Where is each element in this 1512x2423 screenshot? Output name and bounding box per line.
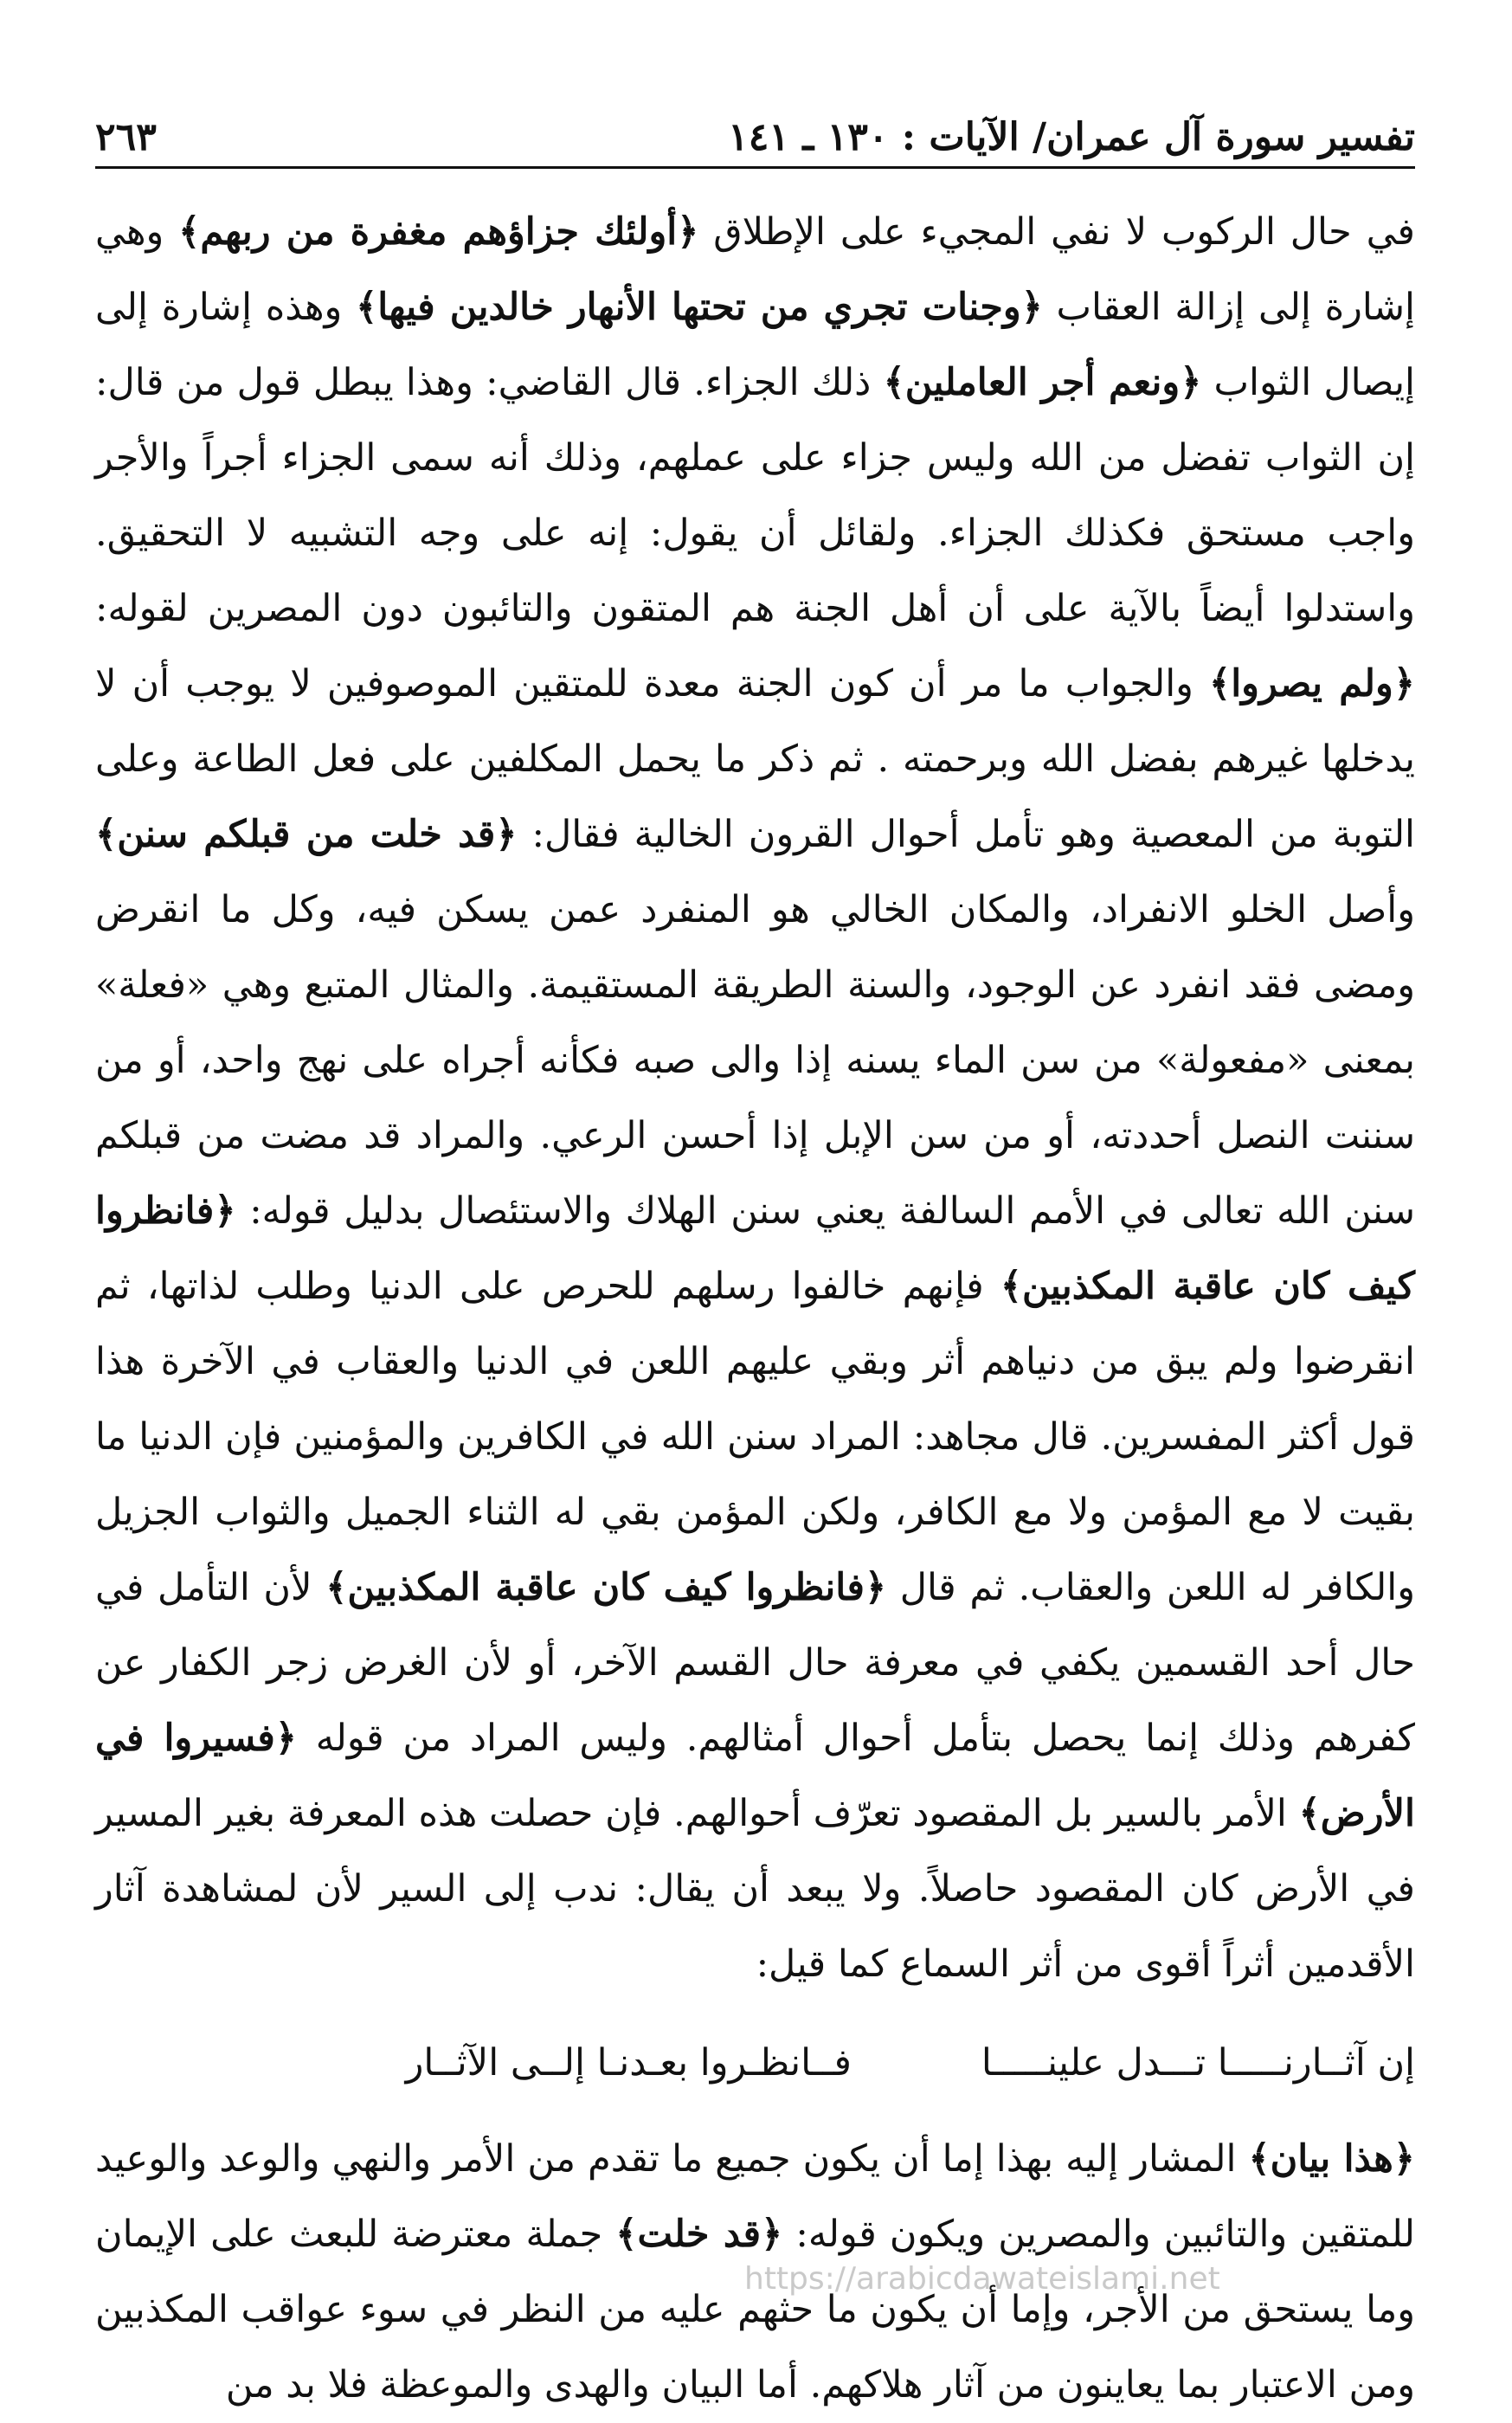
page-header bbox=[95, 80, 1415, 169]
page-number: ٢٦٣ bbox=[95, 115, 157, 159]
poetry-verse bbox=[95, 2020, 1415, 2106]
watermark-url: https://arabicdawateislami.net bbox=[744, 2261, 1220, 2297]
text-span: وهذه إشارة إلى إيصال الثواب bbox=[95, 286, 1415, 404]
text-span: فإنهم خالفوا رسلهم للحرص على الدنيا وطلب لذاتها، ثم انقرضوا ولم يبق من دنياهم أثر وبقي عليهم اللعن في الدنيا والعقاب في الآخرة هذا قول أكثر المفسرين. قال مجاهد: المراد سنن الله في الكافرين والمؤمنين فإن الدنيا ما بقيت لا مع المؤمن ولا مع الكافر، ولكن المؤمن بقي له الثناء الجميل والثواب الجزيل والكافر له اللعن والعقاب. ثم قال bbox=[95, 1265, 1415, 1609]
text-span: في حال الركوب لا نفي المجيء على الإطلاق bbox=[698, 210, 1415, 254]
text-span: جملة معترضة للبعث على الإيمان وما يستحق من الأجر، وإما أن يكون ما حثهم عليه من النظر في سوء عواقب المكذبين ومن الاعتبار بما يعاينون من آثار هلاكهم. أما البيان والهدى والموعظة فلا بد من bbox=[95, 2213, 1415, 2407]
text-span: والجواب ما مر أن كون الجنة معدة للمتقين الموصوفين لا يوجب أن لا يدخلها غيرهم بفضل الله وبرحمته . ثم ذكر ما يحمل المكلفين على فعل الطاعة وعلى التوبة من المعصية وهو تأمل أحوال القرون الخالية فقال: bbox=[95, 662, 1415, 856]
verse-hemistich-2: فــانظـروا بعـدنـا إلــى الآثــار bbox=[405, 2041, 852, 2085]
text-span: المشار إليه بهذا إما أن يكون جميع ما تقدم من الأمر والنهي والوعد والوعيد للمتقين والتائبين والمصرين ويكون قوله: bbox=[95, 2137, 1416, 2256]
text-span: وهي إشارة إلى إزالة العقاب bbox=[95, 210, 1415, 329]
quran-quote: ﴿هذا بيان﴾ bbox=[1248, 2137, 1415, 2181]
quran-quote: ﴿فانظروا كيف كان عاقبة المكذبين﴾ bbox=[95, 1189, 1415, 1308]
book-page bbox=[95, 80, 1416, 2407]
quran-quote: ﴿قد خلت﴾ bbox=[615, 2213, 783, 2256]
quran-quote: ﴿ولم يصروا﴾ bbox=[1209, 662, 1415, 706]
text-span: لأن التأمل في حال أحد القسمين يكفي في معرفة حال القسم الآخر، أو لأن الغرض زجر الكفار عن كفرهم وذلك إنما يحصل بتأمل أحوال أمثالهم. وليس المراد من قوله bbox=[95, 1566, 1415, 1760]
quran-quote: ﴿أولئك جزاؤهم مغفرة من ربهم﴾ bbox=[178, 210, 699, 254]
paragraph-1 bbox=[95, 195, 1415, 2002]
verse-hemistich-1: إن آثــارنـــــا تـــدل علينـــــا bbox=[981, 2041, 1415, 2085]
quran-quote: ﴿قد خلت من قبلكم سنن﴾ bbox=[95, 813, 518, 856]
quran-quote: ﴿فسيروا في الأرض﴾ bbox=[95, 1717, 1415, 1835]
quran-quote: ﴿وجنات تجري من تحتها الأنهار خالدين فيها﴾ bbox=[356, 286, 1043, 329]
running-title: تفسير سورة آل عمران/ الآيات : ١٣٠ ـ ١٤١ bbox=[728, 115, 1415, 159]
text-span: ذلك الجزاء. قال القاضي: وهذا يبطل قول من قال: إن الثواب تفضل من الله وليس جزاء على عملهم، وذلك أنه سمى الجزاء أجراً والأجر واجب مستحق فكذلك الجزاء. ولقائل أن يقول: إنه على وجه التشبيه لا التحقيق. واستدلوا أيضاً بالآية على أن أهل الجنة هم المتقون والتائبون دون المصرين لقوله: bbox=[95, 361, 1415, 630]
quran-quote: ﴿فانظروا كيف كان عاقبة المكذبين﴾ bbox=[325, 1566, 887, 1609]
quran-quote: ﴿ونعم أجر العاملين﴾ bbox=[883, 361, 1202, 404]
page-body bbox=[95, 195, 1415, 2423]
text-span: الأمر بالسير بل المقصود تعرّف أحوالهم. فإن حصلت هذه المعرفة بغير المسير في الأرض كان المقصود حاصلاً. ولا يبعد أن يقال: ندب إلى السير لأن لمشاهدة آثار الأقدمين أثراً أقوى من أثر السماع كما قيل: bbox=[95, 1792, 1415, 1986]
text-span: وأصل الخلو الانفراد، والمكان الخالي هو المنفرد عمن يسكن فيه، وكل ما انقرض ومضى فقد انفرد عن الوجود، والسنة الطريقة المستقيمة. والمثال المتبع وهي «فعلة» بمعنى «مفعولة» من سن الماء يسنه إذا والى صبه فكأنه أجراه على نهج واحد، أو من سننت النصل أحددته، أو من سن الإبل إذا أحسن الرعي. والمراد قد مضت من قبلكم سنن الله تعالى في الأمم السالفة يعني سنن الهلاك والاستئصال بدليل قوله: bbox=[95, 888, 1415, 1233]
